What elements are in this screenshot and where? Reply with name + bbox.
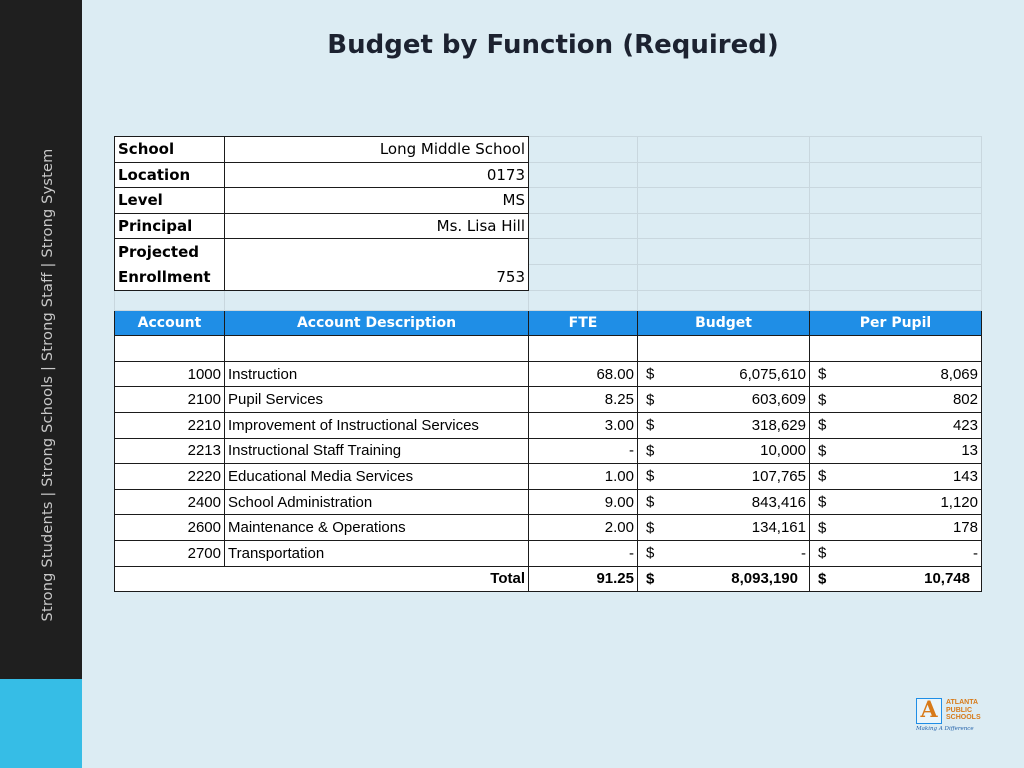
- per-pupil-sign: $: [818, 493, 827, 511]
- per-pupil-amount: 1,120: [940, 493, 978, 511]
- total-fte: 91.25: [529, 566, 638, 592]
- per-pupil-cell: [810, 540, 982, 566]
- total-per-pupil-sign: $: [818, 570, 827, 588]
- total-budget: [638, 566, 810, 592]
- budget-amount: 10,000: [760, 442, 806, 460]
- header-per-pupil: Per Pupil: [810, 310, 982, 336]
- account-code: 2210: [115, 412, 225, 438]
- location-label: Location: [115, 162, 225, 188]
- budget-sign: $: [646, 467, 655, 485]
- location-value: 0173: [225, 162, 529, 188]
- budget-cell: [638, 540, 810, 566]
- fte-value: -: [529, 438, 638, 464]
- account-description: Pupil Services: [225, 387, 529, 413]
- budget-cell: [638, 464, 810, 490]
- account-code: 2700: [115, 540, 225, 566]
- fte-value: 3.00: [529, 412, 638, 438]
- principal-label: Principal: [115, 213, 225, 239]
- budget-cell: [638, 387, 810, 413]
- principal-value: Ms. Lisa Hill: [225, 213, 529, 239]
- info-row-principal: [115, 213, 982, 239]
- fte-value: 1.00: [529, 464, 638, 490]
- enrollment-value: 753: [225, 264, 529, 290]
- per-pupil-amount: -: [973, 544, 978, 562]
- account-code: 2100: [115, 387, 225, 413]
- per-pupil-cell: [810, 464, 982, 490]
- per-pupil-amount: 143: [952, 467, 978, 485]
- per-pupil-cell: [810, 515, 982, 541]
- account-description: School Administration: [225, 489, 529, 515]
- per-pupil-sign: $: [818, 467, 827, 485]
- budget-table: [114, 136, 982, 592]
- fte-value: 2.00: [529, 515, 638, 541]
- budget-cell: [638, 438, 810, 464]
- budget-amount: 318,629: [751, 416, 806, 434]
- budget-sign: $: [646, 544, 655, 562]
- logo-wordmark: ATLANTA PUBLIC SCHOOLS: [946, 699, 981, 721]
- account-code: 2220: [115, 464, 225, 490]
- table-row: [115, 387, 982, 413]
- logo-a-icon: A: [916, 698, 942, 724]
- account-description: Educational Media Services: [225, 464, 529, 490]
- header-account: Account: [115, 310, 225, 336]
- fte-value: 68.00: [529, 361, 638, 387]
- per-pupil-sign: $: [818, 519, 827, 537]
- per-pupil-amount: 178: [952, 519, 978, 537]
- per-pupil-cell: [810, 361, 982, 387]
- per-pupil-sign: $: [818, 544, 827, 562]
- budget-amount: 603,609: [751, 391, 806, 409]
- level-value: MS: [225, 188, 529, 214]
- per-pupil-amount: 8,069: [940, 365, 978, 383]
- budget-cell: [638, 361, 810, 387]
- per-pupil-amount: 13: [961, 442, 978, 460]
- school-value: Long Middle School: [225, 137, 529, 163]
- school-label: School: [115, 137, 225, 163]
- table-row: [115, 515, 982, 541]
- budget-sign: $: [646, 519, 655, 537]
- info-row-level: [115, 188, 982, 214]
- budget-amount: -: [801, 544, 806, 562]
- table-row: [115, 540, 982, 566]
- header-fte: FTE: [529, 310, 638, 336]
- level-label: Level: [115, 188, 225, 214]
- info-row-enrollment-1: [115, 239, 982, 265]
- per-pupil-amount: 802: [952, 391, 978, 409]
- budget-cell: [638, 489, 810, 515]
- account-description: Transportation: [225, 540, 529, 566]
- fte-value: 9.00: [529, 489, 638, 515]
- info-row-school: [115, 137, 982, 163]
- logo-tagline: Making A Difference: [916, 726, 974, 732]
- sidebar-accent: [0, 679, 82, 768]
- account-description: Improvement of Instructional Services: [225, 412, 529, 438]
- sidebar: [0, 0, 82, 768]
- budget-sign: $: [646, 365, 655, 383]
- header-description: Account Description: [225, 310, 529, 336]
- account-code: 2213: [115, 438, 225, 464]
- total-budget-sign: $: [646, 570, 655, 588]
- total-per-pupil-amount: 10,748: [924, 570, 970, 588]
- budget-amount: 134,161: [751, 519, 806, 537]
- account-description: Maintenance & Operations: [225, 515, 529, 541]
- budget-sign: $: [646, 442, 655, 460]
- info-row-location: [115, 162, 982, 188]
- table-row: [115, 412, 982, 438]
- enrollment-label-2: Enrollment: [115, 264, 225, 290]
- table-row: [115, 464, 982, 490]
- account-description: Instructional Staff Training: [225, 438, 529, 464]
- account-code: 1000: [115, 361, 225, 387]
- total-budget-amount: 8,093,190: [731, 570, 798, 588]
- budget-sign: $: [646, 493, 655, 511]
- budget-sign: $: [646, 416, 655, 434]
- table-header: [115, 310, 982, 336]
- budget-amount: 107,765: [751, 467, 806, 485]
- blank-row: [115, 336, 982, 362]
- per-pupil-sign: $: [818, 391, 827, 409]
- page-title: Budget by Function (Required): [327, 30, 779, 60]
- total-per-pupil: [810, 566, 982, 592]
- per-pupil-cell: [810, 438, 982, 464]
- info-row-enrollment-2: [115, 264, 982, 290]
- per-pupil-sign: $: [818, 365, 827, 383]
- budget-cell: [638, 515, 810, 541]
- per-pupil-amount: 423: [952, 416, 978, 434]
- table-row: [115, 489, 982, 515]
- sidebar-tagline: Strong Students | Strong Schools | Strong Staff | Strong System: [40, 148, 56, 622]
- fte-value: 8.25: [529, 387, 638, 413]
- per-pupil-cell: [810, 387, 982, 413]
- spacer-row: [115, 290, 982, 310]
- fte-value: -: [529, 540, 638, 566]
- budget-amount: 6,075,610: [739, 365, 806, 383]
- account-description: Instruction: [225, 361, 529, 387]
- header-budget: Budget: [638, 310, 810, 336]
- budget-amount: 843,416: [751, 493, 806, 511]
- enrollment-label-1: Projected: [115, 239, 225, 265]
- per-pupil-cell: [810, 489, 982, 515]
- budget-sign: $: [646, 391, 655, 409]
- total-row: [115, 566, 982, 592]
- account-code: 2600: [115, 515, 225, 541]
- budget-cell: [638, 412, 810, 438]
- account-code: 2400: [115, 489, 225, 515]
- table-row: [115, 361, 982, 387]
- total-label: Total: [115, 566, 529, 592]
- per-pupil-cell: [810, 412, 982, 438]
- per-pupil-sign: $: [818, 442, 827, 460]
- atlanta-public-schools-logo: [916, 698, 988, 734]
- per-pupil-sign: $: [818, 416, 827, 434]
- table-row: [115, 438, 982, 464]
